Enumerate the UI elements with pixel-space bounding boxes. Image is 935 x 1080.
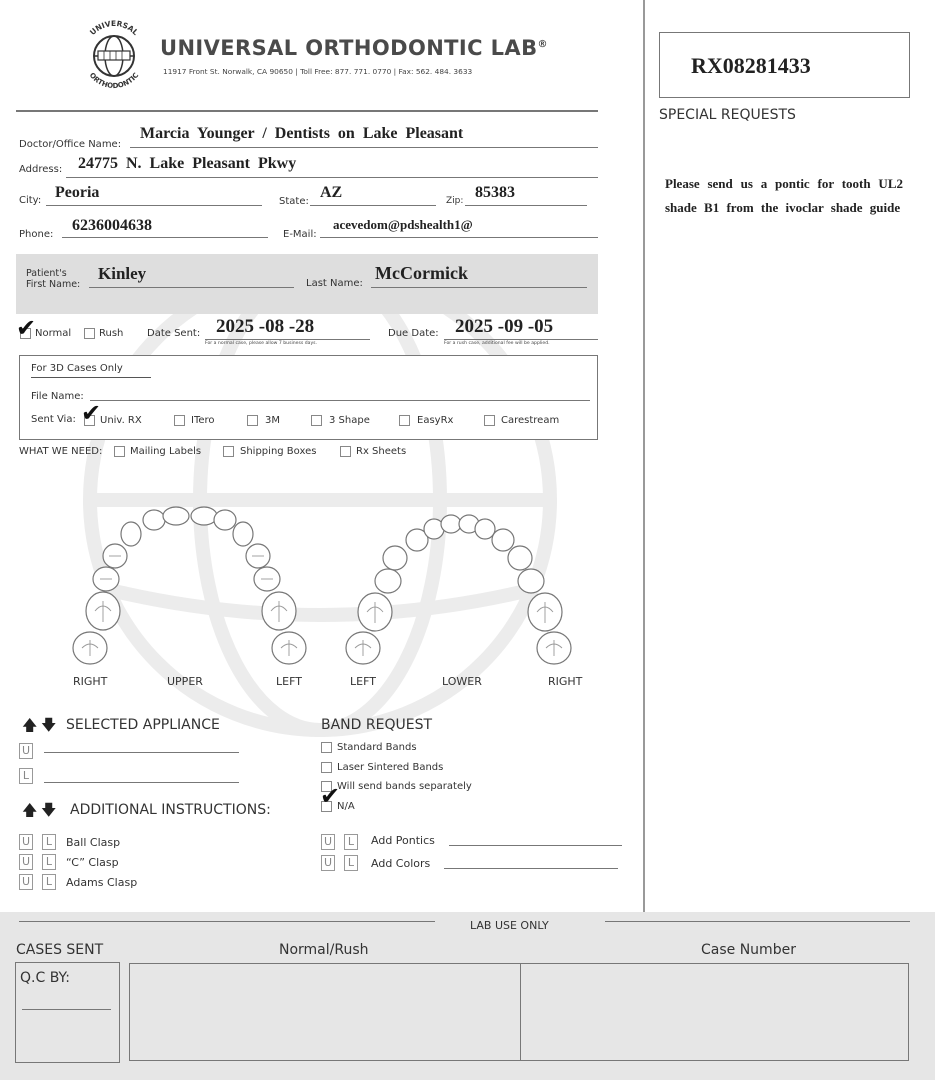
column-divider	[643, 0, 645, 912]
city-underline	[46, 205, 262, 206]
standard-bands-checkbox[interactable]	[321, 742, 332, 753]
itero-checkbox[interactable]	[174, 415, 185, 426]
rx-number-box	[659, 32, 910, 98]
state-value[interactable]: AZ	[320, 184, 343, 201]
patient-first-value[interactable]: Kinley	[98, 264, 147, 283]
first-name-underline	[89, 287, 294, 288]
need-option-0: Mailing Labels	[130, 446, 202, 457]
carestream-checkbox[interactable]	[484, 415, 495, 426]
last-name-label: Last Name:	[306, 278, 363, 289]
seal-top-text: UNIVERSAL	[87, 18, 141, 38]
rush-checkbox[interactable]	[84, 328, 95, 339]
univ-rx-check-icon: ✔	[81, 399, 102, 427]
colors-l-box[interactable]: L	[344, 855, 358, 871]
ball-clasp-l-box[interactable]: L	[42, 834, 56, 850]
state-underline	[310, 205, 436, 206]
seal-bottom-text: ORTHODONTIC	[87, 71, 141, 91]
lab-name: UNIVERSAL ORTHODONTIC LAB®	[160, 36, 548, 60]
easyrx-checkbox[interactable]	[399, 415, 410, 426]
upper-right-label: RIGHT	[73, 675, 108, 688]
add-colors-line	[444, 868, 618, 869]
registered-mark: ®	[537, 39, 548, 50]
c-clasp-l-box[interactable]: L	[42, 854, 56, 870]
additional-down-arrow-icon: 🡇	[41, 801, 57, 819]
zip-underline	[465, 205, 587, 206]
na-check-icon: ✔	[320, 782, 341, 810]
appliance-l-box[interactable]: L	[19, 768, 33, 784]
patient-first-label-1: Patient's	[26, 268, 67, 279]
what-we-need-label: WHAT WE NEED:	[19, 446, 103, 457]
normal-check-icon: ✔	[16, 314, 37, 342]
need-option-1: Shipping Boxes	[240, 446, 317, 457]
city-label: City:	[19, 195, 42, 206]
pontics-l-box[interactable]: L	[344, 834, 358, 850]
date-sent-underline	[205, 339, 370, 340]
adams-clasp-l-box[interactable]: L	[42, 874, 56, 890]
lab-use-heading: LAB USE ONLY	[470, 919, 549, 932]
date-sent-label: Date Sent:	[147, 328, 201, 339]
band-option-1: Laser Sintered Bands	[337, 762, 444, 773]
special-requests-heading: SPECIAL REQUESTS	[659, 107, 796, 123]
normal-rush-label: Normal/Rush	[279, 942, 369, 958]
appliance-l-line	[44, 782, 239, 783]
file-name-label: File Name:	[31, 391, 84, 402]
zip-label: Zip:	[446, 196, 464, 206]
due-date-label: Due Date:	[388, 328, 439, 339]
mailing-labels-checkbox[interactable]	[114, 446, 125, 457]
rx-sheets-checkbox[interactable]	[340, 446, 351, 457]
date-sent-value[interactable]: 2025 -08 -28	[216, 316, 315, 337]
email-label: E-Mail:	[283, 229, 317, 240]
upper-arch-chart[interactable]	[60, 500, 320, 675]
add-pontics-line	[449, 845, 622, 846]
lab-use-rule-right	[605, 921, 910, 922]
appliance-u-line	[44, 752, 239, 753]
additional-instructions-heading: ADDITIONAL INSTRUCTIONS:	[70, 802, 271, 818]
selected-appliance-heading: SELECTED APPLIANCE	[66, 717, 220, 733]
adams-clasp-u-box[interactable]: U	[19, 874, 33, 890]
normal-label: Normal	[35, 328, 72, 339]
rx-number: RX08281433	[691, 53, 811, 78]
additional-item-1: “C” Clasp	[66, 856, 119, 869]
3m-checkbox[interactable]	[247, 415, 258, 426]
lower-right-label: RIGHT	[548, 675, 583, 688]
patient-last-value[interactable]: McCormick	[375, 263, 468, 283]
case-number-label: Case Number	[701, 942, 796, 958]
qc-box[interactable]	[15, 962, 120, 1063]
patient-first-label-2: First Name:	[26, 279, 81, 290]
doctor-underline	[130, 147, 598, 148]
lower-arch-chart[interactable]	[345, 505, 585, 675]
pontics-u-box[interactable]: U	[321, 834, 335, 850]
sent-via-option-2: 3M	[265, 415, 280, 426]
sent-via-option-5: Carestream	[501, 415, 560, 426]
zip-value[interactable]: 85383	[475, 184, 515, 201]
lab-use-section	[0, 912, 935, 1080]
case-number-box[interactable]	[520, 963, 909, 1061]
upper-left-label: LEFT	[276, 675, 302, 688]
additional-right-item-1: Add Colors	[371, 857, 431, 870]
qc-signature-line	[22, 1009, 111, 1010]
sent-via-label: Sent Via:	[31, 414, 76, 425]
lower-center-label: LOWER	[442, 675, 482, 688]
appliance-u-box[interactable]: U	[19, 743, 33, 759]
lab-seal-logo	[74, 14, 154, 94]
sent-via-option-0: Univ. RX	[100, 415, 142, 426]
normal-rush-box[interactable]	[129, 963, 521, 1061]
due-date-value[interactable]: 2025 -09 -05	[455, 316, 554, 337]
file-name-underline	[90, 400, 590, 401]
email-value[interactable]: acevedom@pdshealth1@	[333, 217, 473, 232]
appliance-up-arrow-icon: 🡅	[22, 716, 38, 734]
cases-sent-label: CASES SENT	[16, 942, 104, 958]
lab-use-rule-left	[19, 921, 435, 922]
c-clasp-u-box[interactable]: U	[19, 854, 33, 870]
svg-text:UNIVERSAL	[88, 19, 140, 37]
laser-bands-checkbox[interactable]	[321, 762, 332, 773]
colors-u-box[interactable]: U	[321, 855, 335, 871]
3d-cases-heading: For 3D Cases Only	[31, 363, 123, 374]
state-label: State:	[279, 196, 309, 207]
header-rule	[16, 110, 598, 112]
patient-band	[16, 254, 598, 314]
band-request-heading: BAND REQUEST	[321, 717, 433, 733]
need-option-2: Rx Sheets	[356, 446, 407, 457]
address-underline	[66, 177, 598, 178]
doctor-value[interactable]: Marcia Younger / Dentists on Lake Pleasant	[140, 125, 464, 142]
doctor-label: Doctor/Office Name:	[19, 139, 122, 150]
sent-via-option-4: EasyRx	[417, 415, 454, 426]
ball-clasp-u-box[interactable]: U	[19, 834, 33, 850]
last-name-underline	[371, 287, 587, 288]
due-date-underline	[444, 339, 598, 340]
qc-by-label: Q.C BY:	[20, 970, 70, 986]
rush-label: Rush	[99, 328, 124, 339]
3d-heading-underline	[31, 377, 151, 378]
additional-item-2: Adams Clasp	[66, 876, 138, 889]
sent-via-option-3: 3 Shape	[329, 415, 370, 426]
address-value[interactable]: 24775 N. Lake Pleasant Pkwy	[78, 155, 297, 172]
3d-cases-box	[19, 355, 598, 440]
lab-address-line: 11917 Front St. Norwalk, CA 90650 | Toll Free: 877. 771. 0770 | Fax: 562. 484. 3633	[163, 67, 473, 76]
additional-right-item-0: Add Pontics	[371, 834, 435, 847]
appliance-down-arrow-icon: 🡇	[41, 716, 57, 734]
date-sent-note: For a normal case, please allow 7 business days.	[205, 341, 318, 346]
phone-label: Phone:	[19, 229, 54, 240]
3shape-checkbox[interactable]	[311, 415, 322, 426]
band-option-2: Will send bands separately	[337, 781, 472, 792]
city-value[interactable]: Peoria	[55, 184, 100, 201]
phone-value[interactable]: 6236004638	[72, 217, 152, 234]
lower-left-label: LEFT	[350, 675, 376, 688]
additional-item-0: Ball Clasp	[66, 836, 121, 849]
address-label: Address:	[19, 164, 63, 175]
band-option-0: Standard Bands	[337, 742, 417, 753]
special-requests-text: Please send us a pontic for tooth UL2 shade B1 from the ivoclar shade guide	[665, 176, 903, 215]
band-option-3: N/A	[337, 801, 355, 812]
sent-via-option-1: ITero	[191, 415, 215, 426]
due-date-note: For a rush case, additional fee will be applied.	[444, 341, 550, 346]
shipping-boxes-checkbox[interactable]	[223, 446, 234, 457]
additional-up-arrow-icon: 🡅	[22, 801, 38, 819]
upper-center-label: UPPER	[167, 675, 203, 688]
phone-underline	[62, 237, 268, 238]
email-underline	[320, 237, 598, 238]
